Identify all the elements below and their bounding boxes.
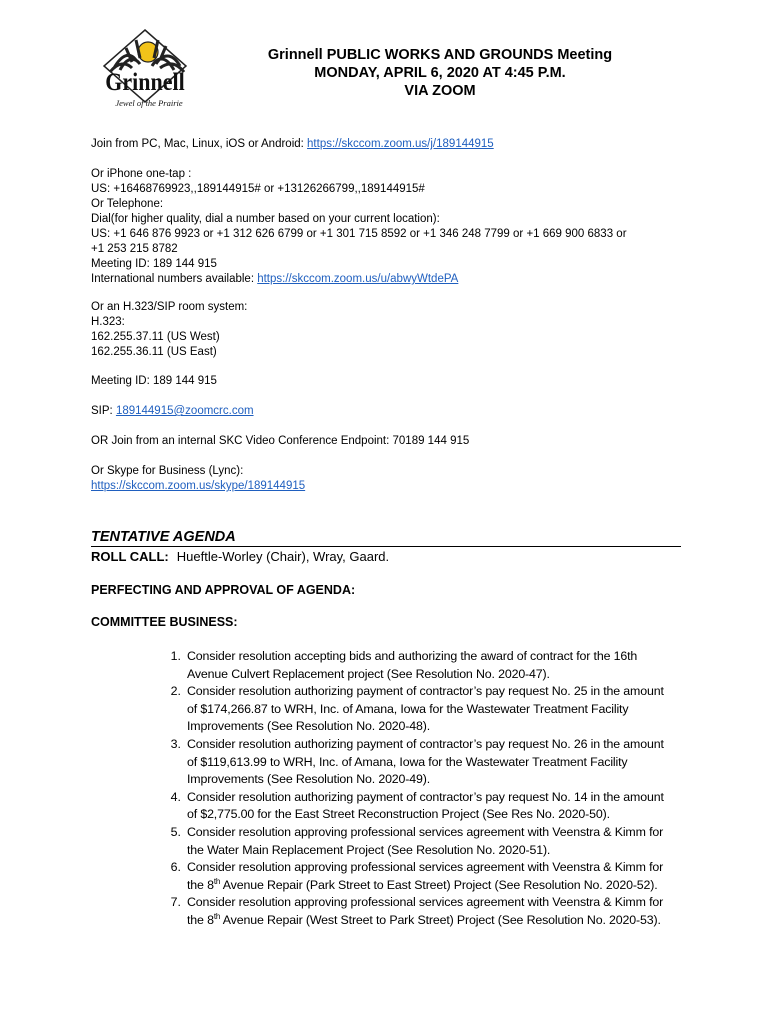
grinnell-logo xyxy=(96,28,194,110)
internal-endpoint-section xyxy=(91,434,701,449)
item-text-line: Consider resolution approving professional services agreement with Veenstra & Kimm for xyxy=(187,860,664,875)
meeting-venue: VIA ZOOM xyxy=(404,83,476,99)
item-text-line: Consider resolution authorizing payment of contractor’s pay request No. 14 in the amount xyxy=(187,789,664,804)
h323-label: Or an H.323/SIP room system: xyxy=(91,301,248,313)
iphone-label: Or iPhone one-tap : xyxy=(91,168,192,180)
skype-label: Or Skype for Business (Lync): xyxy=(91,465,244,477)
skype-link[interactable]: https://skccom.zoom.us/skype/189144915 xyxy=(91,480,306,492)
zoom-join-link[interactable]: https://skccom.zoom.us/j/189144915 xyxy=(307,138,494,150)
internal-endpoint: OR Join from an internal SKC Video Conference Endpoint: 70189 144 915 xyxy=(91,435,470,447)
agenda-title: TENTATIVE AGENDA xyxy=(91,529,681,547)
dial-numbers-line2: +1 253 215 8782 xyxy=(91,243,178,255)
dial-instructions: Dial(for higher quality, dial a number based on your current location): xyxy=(91,213,440,225)
ordinal-suffix: th xyxy=(213,911,221,921)
committee-heading: COMMITTEE BUSINESS: xyxy=(91,615,238,629)
sip-section xyxy=(91,404,701,419)
telephone-label: Or Telephone: xyxy=(91,198,164,210)
meeting-date: MONDAY, APRIL 6, 2020 AT 4:45 P.M. xyxy=(314,65,566,81)
item-text-line: Improvements (See Resolution No. 2020-49). xyxy=(187,772,431,787)
join-pc-text: Join from PC, Mac, Linux, iOS or Android: xyxy=(91,138,308,150)
join-pc-section xyxy=(91,137,701,152)
item-text-line: Consider resolution approving professional services agreement with Veenstra & Kimm for xyxy=(187,895,664,910)
item-number: 2. xyxy=(170,684,181,699)
meeting-id-phone: Meeting ID: 189 144 915 xyxy=(91,258,217,270)
agenda-item-4 xyxy=(152,789,692,824)
item-text-line: Consider resolution authorizing payment of contractor’s pay request No. 25 in the amount xyxy=(187,684,664,699)
meeting-id-section xyxy=(91,374,701,389)
h323-east: 162.255.36.11 (US East) xyxy=(91,346,217,358)
item-number: 3. xyxy=(170,736,181,751)
item-text-line: Consider resolution authorizing payment of contractor’s pay request No. 26 in the amount xyxy=(187,736,664,751)
roll-call-members: Hueftle-Worley (Chair), Wray, Gaard. xyxy=(176,549,390,564)
meeting-header xyxy=(250,46,630,100)
item-text-line: the Water Main Replacement Project (See Resolution No. 2020-51). xyxy=(187,842,551,857)
agenda-items-list xyxy=(152,648,692,930)
h323-west: 162.255.37.11 (US West) xyxy=(91,331,220,343)
perfecting-heading: PERFECTING AND APPROVAL OF AGENDA: xyxy=(91,583,356,597)
agenda-item-5 xyxy=(152,824,692,859)
item-text-pre: the 8 xyxy=(187,877,214,892)
agenda-item-1 xyxy=(152,648,692,683)
roll-call-label: ROLL CALL: xyxy=(91,549,169,564)
item-number: 4. xyxy=(170,789,181,804)
roll-call xyxy=(91,549,389,564)
item-number: 5. xyxy=(170,824,181,839)
iphone-numbers: US: +16468769923,,189144915# or +13126266799,,189144915# xyxy=(91,183,425,195)
item-text-line: of $119,613.99 to WRH, Inc. of Amana, Iowa for the Wastewater Treatment Facility xyxy=(187,754,628,769)
h323-section xyxy=(91,300,701,360)
item-number: 7. xyxy=(170,895,181,910)
international-label: International numbers available: xyxy=(91,273,258,285)
logo-wordmark: Grinnell xyxy=(105,68,185,97)
item-text-line: of $174,266.87 to WRH, Inc. of Amana, Iowa for the Wastewater Treatment Facility xyxy=(187,701,629,716)
international-numbers-link[interactable]: https://skccom.zoom.us/u/abwyWtdePA xyxy=(257,273,459,285)
agenda-item-6 xyxy=(152,859,692,894)
skype-section xyxy=(91,464,701,494)
item-text-pre: the 8 xyxy=(187,912,214,927)
sip-label: SIP: xyxy=(91,405,116,417)
grinnell-logo-graphic xyxy=(96,28,194,110)
h323-sublabel: H.323: xyxy=(91,316,125,328)
agenda-item-2 xyxy=(152,683,692,736)
logo-tagline: Jewel of the Prairie xyxy=(115,98,183,108)
agenda-item-7 xyxy=(152,894,692,929)
item-text-post: Avenue Repair (West Street to Park Street) Project (See Resolution No. 2020-53). xyxy=(220,912,661,927)
item-text-post: Avenue Repair (Park Street to East Street) Project (See Resolution No. 2020-52). xyxy=(220,877,658,892)
agenda-item-3 xyxy=(152,736,692,789)
item-text-line: of $2,775.00 for the East Street Reconstruction Project (See Res No. 2020-50). xyxy=(187,807,610,822)
ordinal-suffix: th xyxy=(213,876,221,886)
item-text-line: Consider resolution approving professional services agreement with Veenstra & Kimm for xyxy=(187,824,664,839)
meeting-id: Meeting ID: 189 144 915 xyxy=(91,375,217,387)
item-number: 6. xyxy=(170,860,181,875)
item-text-line: Improvements (See Resolution No. 2020-48). xyxy=(187,719,431,734)
sip-link[interactable]: 189144915@zoomcrc.com xyxy=(115,405,254,417)
item-text-line: Avenue Culvert Replacement project (See Resolution No. 2020-47). xyxy=(187,666,550,681)
meeting-title: Grinnell PUBLIC WORKS AND GROUNDS Meeting xyxy=(267,47,613,63)
phone-section xyxy=(91,167,701,287)
item-text-line: Consider resolution accepting bids and authorizing the award of contract for the 16th xyxy=(187,649,638,663)
dial-numbers-line1: US: +1 646 876 9923 or +1 312 626 6799 or +1 301 715 8592 or +1 346 248 7799 or +1 669 900 6833 or xyxy=(91,228,627,240)
item-number: 1. xyxy=(170,649,181,663)
